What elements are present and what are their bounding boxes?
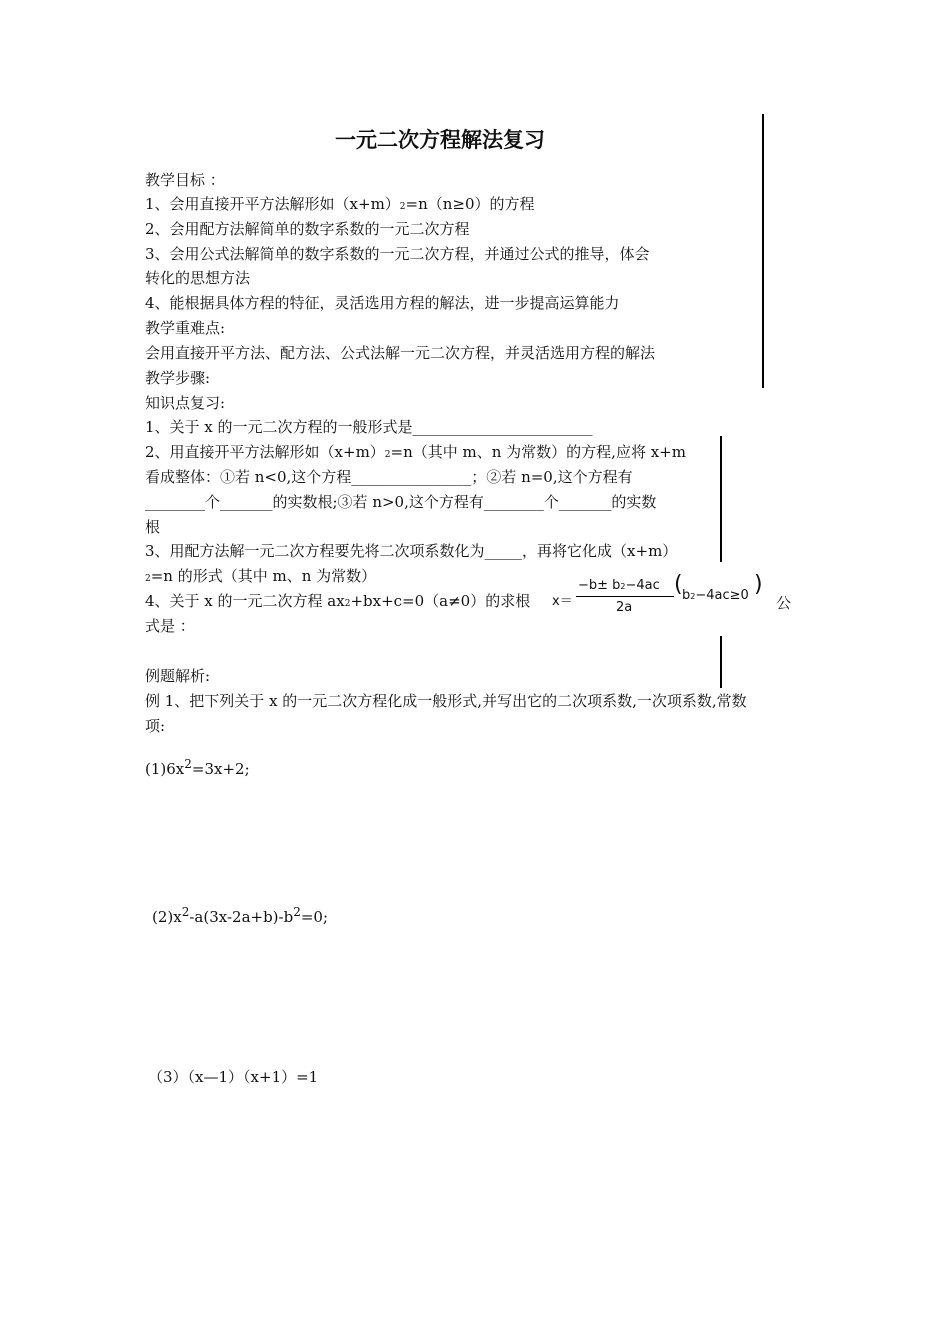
formula-numerator-tail: −4ac [625,578,660,593]
question-1: 1、关于 x 的一元二次方程的一般形式是________________________ [145,418,593,436]
goal-1-text-b: =n（n≥0）的方程 [405,195,535,213]
formula-condition-b: b [682,588,691,603]
question-2-line-3: ________个_______的实数根;③若 n>0,这个方程有________个_______的实数 [145,493,657,511]
quadratic-formula [552,572,772,620]
question-2-text-b: =n（其中 m、n 为常数）的方程,应将 x+m [390,443,686,461]
example-1-part-2-c: =0; [300,908,329,926]
example-1-part-2-b: -a(3x-2a+b)-b [189,908,294,926]
example-1-part-1-a: (1)6x [145,760,185,778]
question-2-exponent: 2 [384,450,391,460]
example-1-part-2 [152,905,328,926]
goal-1-exponent: 2 [399,202,406,212]
review-heading: 知识点复习: [145,394,226,412]
question-3-text-b: =n 的形式（其中 m、n 为常数） [150,567,377,585]
examples-heading: 例题解析: [145,667,211,685]
margin-bar-middle [720,436,722,562]
question-4-line-1 [145,591,530,614]
goal-3-line-1: 3、会用公式法解简单的数字系数的一元二次方程，并通过公式的推导，体会 [145,245,650,263]
example-1-part-1-b: =3x+2; [191,760,250,778]
steps-heading: 教学步骤: [145,369,211,387]
formula-condition [682,588,749,603]
question-4-line-2: 式是 ： [145,617,195,635]
example-1-part-3: （3）（x—1）（x+1）=1 [148,1068,319,1086]
question-2-text-a: 2、用直接开平方法解形如（x+m） [145,443,385,461]
goal-2: 2、会用配方法解简单的数字系数的一元二次方程 [145,220,470,238]
formula-fraction-bar [576,596,674,597]
formula-lhs: x＝ [552,594,573,609]
example-1-part-1-exponent: 2 [184,757,192,771]
page-title: 一元二次方程解法复习 [335,128,545,152]
formula-condition-tail: −4ac≥0 [695,588,749,603]
formula-condition-open: ( [674,572,683,597]
question-4-tail: 公 [776,594,792,612]
example-1-part-2-a: (2)x [152,908,182,926]
example-1-line-1: 例 1、把下列关于 x 的一元二次方程化成一般形式,并写出它的二次项系数,一次项系数,常数 [145,692,747,710]
goal-4: 4、能根据具体方程的特征，灵活选用方程的解法，进一步提高运算能力 [145,294,620,312]
example-1-line-2: 项: [145,717,166,735]
example-1-part-2-exponent: 2 [181,905,190,919]
formula-denominator: 2a [616,600,633,615]
question-3-line-2 [145,566,376,589]
formula-condition-exponent: 2 [690,592,696,601]
formula-numerator-exponent: 2 [620,582,626,591]
question-4-text-a: 4、关于 x 的一元二次方程 ax [145,592,345,610]
goal-1-text-a: 1、会用直接开平方法解形如（x+m） [145,195,400,213]
question-2-line-1 [145,442,686,465]
question-3-exponent: 2 [145,574,151,584]
goal-3-line-2: 转化的思想方法 [145,269,251,287]
question-2-line-2: 看成整体：①若 n<0,这个方程________________；②若 n=0,这个方程有 [145,468,633,486]
formula-condition-close: ) [754,572,763,597]
margin-bar-bottom [720,636,722,688]
example-1-part-1 [145,757,250,778]
goal-1 [145,194,535,217]
key-points-heading: 教学重难点: [145,319,226,337]
question-4-exponent: 2 [344,599,351,609]
margin-bar-top [762,114,764,388]
formula-numerator [578,578,660,593]
question-4-text-b: +bx+c=0（a≠0）的求根 [350,592,531,610]
formula-numerator-text: −b± b [578,578,621,593]
question-2-line-4: 根 [145,518,161,536]
goals-heading: 教学目标 ： [145,171,225,189]
question-3-line-1: 3、用配方法解一元二次方程要先将二次项系数化为_____，再将它化成（x+m） [145,542,678,560]
key-points-text: 会用直接开平方法、配方法、公式法解一元二次方程，并灵活选用方程的解法 [145,344,656,362]
example-1-part-2-exponent-2: 2 [293,905,301,919]
